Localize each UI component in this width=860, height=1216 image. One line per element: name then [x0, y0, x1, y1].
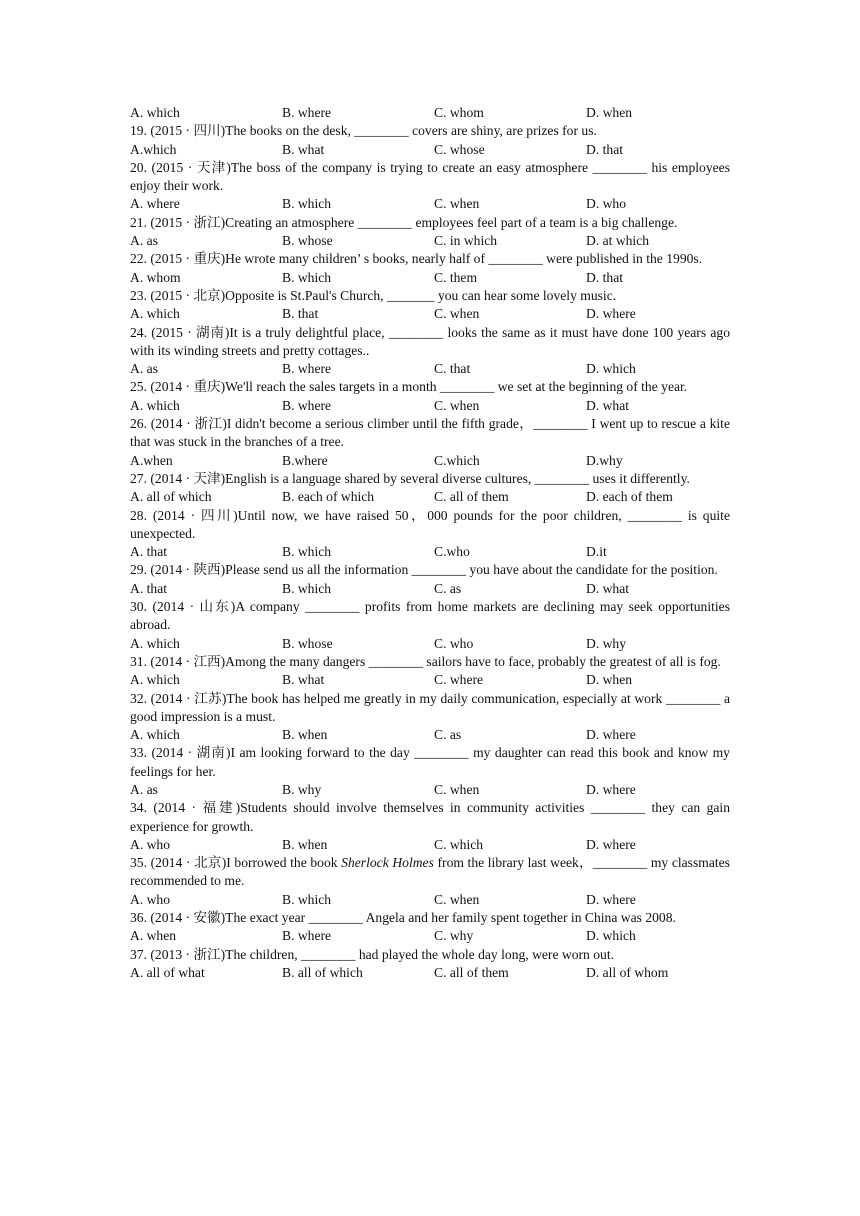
option-c: C. which: [434, 836, 484, 852]
options-row: [130, 397, 730, 415]
question-item: [130, 250, 730, 287]
question-source: (2014 · 山东): [152, 599, 236, 615]
question-number: 29.: [130, 562, 147, 578]
question-source: (2013 · 浙江): [150, 946, 226, 962]
question-source: (2014 · 安徽): [150, 910, 226, 926]
option-b: B. which: [282, 544, 332, 560]
option-d: D. why: [586, 635, 627, 651]
option-c: C.which: [434, 452, 480, 468]
option-b: B. which: [282, 269, 332, 285]
question-item: [130, 159, 730, 214]
options-row: [130, 488, 730, 506]
question-item: [130, 946, 730, 983]
question-text: I borrowed the book: [226, 855, 342, 871]
question-text: Creating an atmosphere ________ employees feel part of a team is a big challenge.: [225, 214, 678, 230]
question-text: Among the many dangers ________ sailors have to face, probably the greatest of all is fog.: [225, 653, 721, 669]
option-d: D. where: [586, 836, 636, 852]
question-number: 35.: [130, 855, 147, 871]
question-number: 37.: [130, 946, 147, 962]
question-item: [130, 909, 730, 946]
options-row: [130, 305, 730, 323]
option-b: B. when: [282, 836, 328, 852]
question-item: [130, 598, 730, 653]
question-text-continued: from the library last week，________ my classmates recommended to me.: [130, 855, 730, 889]
question-number: 21.: [130, 214, 147, 230]
option-a: A. as: [130, 781, 158, 797]
question-number: 28.: [130, 507, 147, 523]
question-source: (2014 · 陕西): [150, 562, 226, 578]
question-item: [130, 324, 730, 379]
option-b: B. why: [282, 781, 322, 797]
option-a: A. that: [130, 544, 167, 560]
option-a: A. all of what: [130, 964, 205, 980]
options-row: [130, 452, 730, 470]
option-d: D. which: [586, 361, 636, 377]
option-c: C. them: [434, 269, 478, 285]
question-text: English is a language shared by several diverse cultures, ________ uses it differently.: [225, 470, 690, 486]
option-a: A. which: [130, 397, 180, 413]
question-number: 23.: [130, 287, 147, 303]
question-source: (2014 · 天津): [150, 470, 226, 486]
option-c: C. whose: [434, 141, 485, 157]
question-stem: [130, 324, 730, 361]
option-a: A. which: [130, 105, 180, 120]
question-stem: [130, 507, 730, 544]
option-d: D. what: [586, 397, 630, 413]
question-list: [130, 122, 730, 982]
question-stem: [130, 561, 730, 579]
option-a: A. which: [130, 306, 180, 322]
option-d: D. all of whom: [586, 964, 669, 980]
question-text: He wrote many children’ s books, nearly half of ________ were published in the 1990s.: [225, 251, 703, 267]
options-row: [130, 543, 730, 561]
question-text: It is a truly delightful place, ________ looks the same as it must have done 100 years ago with its winding streets and pretty cottages..: [130, 324, 730, 358]
question-stem: [130, 854, 730, 891]
option-b: B. whose: [282, 635, 333, 651]
question-text: Please send us all the information ________ you have about the candidate for the position.: [225, 562, 718, 578]
question-number: 32.: [130, 690, 147, 706]
question-text: Opposite is St.Paul's Church, _______ you can hear some lovely music.: [225, 287, 617, 303]
question-text: I didn't become a serious climber until the fifth grade，________ I went up to rescue a kite that was stuck in the branches of a tree.: [130, 416, 730, 450]
question-number: 31.: [130, 653, 147, 669]
question-source: (2014 · 福建): [153, 800, 241, 816]
question-source: (2014 · 江西): [150, 653, 226, 669]
option-d: D. when: [586, 105, 633, 120]
option-a: A. whom: [130, 269, 181, 285]
option-a: A. as: [130, 361, 158, 377]
question-text: I am looking forward to the day ________ my daughter can read this book and know my feelings for her.: [130, 745, 730, 779]
option-b: B. that: [282, 306, 319, 322]
option-d: D. where: [586, 891, 636, 907]
option-a: A. which: [130, 635, 180, 651]
question-source: (2015 · 天津): [151, 159, 231, 175]
question-item: [130, 415, 730, 470]
option-d: D.why: [586, 452, 623, 468]
question-number: 25.: [130, 379, 147, 395]
question-text: A company ________ profits from home markets are declining may seek opportunities abroad.: [130, 599, 730, 633]
book-title: Sherlock Holmes: [341, 855, 434, 871]
option-a: A. which: [130, 727, 180, 743]
question-stem: [130, 122, 730, 140]
options-row: [130, 195, 730, 213]
option-c: C. when: [434, 196, 480, 212]
options-row: [130, 891, 730, 909]
question-stem: [130, 159, 730, 196]
question-item: [130, 744, 730, 799]
option-c: C. all of them: [434, 964, 509, 980]
question-item: [130, 690, 730, 745]
option-b: B. when: [282, 727, 328, 743]
question-source: (2014 · 江苏): [150, 690, 227, 706]
question-stem: [130, 909, 730, 927]
question-number: 24.: [130, 324, 147, 340]
question-item: [130, 799, 730, 854]
option-c: C. when: [434, 891, 480, 907]
question-item: [130, 378, 730, 415]
question-source: (2015 · 北京): [150, 287, 226, 303]
question-number: 30.: [130, 599, 147, 615]
question-item: [130, 653, 730, 690]
option-b: B. whose: [282, 233, 333, 249]
question-item: [130, 214, 730, 251]
options-row: [130, 671, 730, 689]
option-d: D. each of them: [586, 489, 673, 505]
question-source: (2015 · 四川): [150, 123, 226, 139]
option-a: A. who: [130, 836, 171, 852]
question-text: Students should involve themselves in community activities ________ they can gain experience for growth.: [130, 800, 730, 834]
option-c: C. when: [434, 397, 480, 413]
question-stem: [130, 946, 730, 964]
option-c: C. whom: [434, 105, 484, 120]
question-source: (2015 · 重庆): [150, 251, 226, 267]
options-row: [130, 781, 730, 799]
options-row: [130, 927, 730, 945]
question-source: (2014 · 浙江): [150, 416, 227, 432]
option-a: A. where: [130, 196, 180, 212]
question-item: [130, 122, 730, 159]
option-b: B. what: [282, 141, 325, 157]
option-a: A. which: [130, 672, 180, 688]
options-row-18: [130, 104, 730, 122]
document-body: [130, 104, 730, 982]
option-c: C. why: [434, 928, 474, 944]
option-d: D. that: [586, 141, 623, 157]
option-a: A. when: [130, 928, 177, 944]
option-b: B. all of which: [282, 964, 363, 980]
option-b: B. where: [282, 105, 332, 120]
question-text: The exact year ________ Angela and her family spent together in China was 2008.: [225, 910, 676, 926]
question-number: 22.: [130, 251, 147, 267]
question-source: (2014 · 重庆): [150, 379, 226, 395]
question-item: [130, 854, 730, 909]
question-stem: [130, 598, 730, 635]
option-d: D. when: [586, 672, 633, 688]
options-row: [130, 635, 730, 653]
option-d: D. that: [586, 269, 623, 285]
question-number: 36.: [130, 910, 147, 926]
option-b: B. where: [282, 397, 332, 413]
options-row: [130, 232, 730, 250]
option-b: B.where: [282, 452, 328, 468]
option-d: D. at which: [586, 233, 650, 249]
options-row: [130, 269, 730, 287]
option-c: C. that: [434, 361, 471, 377]
question-text: The children, ________ had played the whole day long, were worn out.: [225, 946, 615, 962]
option-c: C. as: [434, 727, 462, 743]
question-text: The boss of the company is trying to create an easy atmosphere ________ his employees enjoy their work.: [130, 159, 730, 194]
option-a: A.which: [130, 141, 177, 157]
option-a: A. all of which: [130, 489, 212, 505]
question-stem: [130, 214, 730, 232]
question-source: (2014 · 北京): [150, 855, 227, 871]
question-text: The books on the desk, ________ covers are shiny, are prizes for us.: [225, 123, 597, 139]
question-stem: [130, 250, 730, 268]
option-c: C. as: [434, 580, 462, 596]
question-number: 34.: [130, 800, 147, 816]
question-stem: [130, 799, 730, 836]
option-d: D. where: [586, 727, 636, 743]
question-source: (2015 · 浙江): [150, 214, 226, 230]
option-d: D. where: [586, 781, 636, 797]
question-text: We'll reach the sales targets in a month ________ we set at the beginning of the year.: [225, 379, 688, 395]
question-stem: [130, 470, 730, 488]
options-row: [130, 836, 730, 854]
question-source: (2015 · 湖南): [151, 324, 230, 340]
option-a: A.when: [130, 452, 173, 468]
question-number: 26.: [130, 416, 147, 432]
option-b: B. which: [282, 196, 332, 212]
option-b: B. where: [282, 361, 332, 377]
option-c: C. in which: [434, 233, 498, 249]
options-row: [130, 964, 730, 982]
option-d: D. what: [586, 580, 630, 596]
question-number: 27.: [130, 470, 147, 486]
option-a: A. as: [130, 233, 158, 249]
question-item: [130, 287, 730, 324]
option-a: A. who: [130, 891, 171, 907]
options-row: [130, 726, 730, 744]
option-d: D. which: [586, 928, 636, 944]
question-number: 20.: [130, 159, 147, 175]
option-b: B. which: [282, 891, 332, 907]
question-stem: [130, 287, 730, 305]
option-b: B. where: [282, 928, 332, 944]
question-stem: [130, 744, 730, 781]
option-c: C. who: [434, 635, 474, 651]
question-number: 19.: [130, 123, 147, 139]
option-c: C.who: [434, 544, 470, 560]
options-row: [130, 360, 730, 378]
option-a: A. that: [130, 580, 167, 596]
options-row: [130, 580, 730, 598]
question-item: [130, 561, 730, 598]
question-text: Until now, we have raised 50，000 pounds for the poor children, ________ is quite unexpected.: [130, 507, 730, 541]
question-source: (2014 · 湖南): [151, 745, 231, 761]
option-b: B. what: [282, 672, 325, 688]
question-source: (2014 · 四川): [152, 507, 238, 523]
question-item: [130, 507, 730, 562]
option-c: C. when: [434, 781, 480, 797]
option-c: C. all of them: [434, 489, 509, 505]
options-row: [130, 141, 730, 159]
option-d: D. who: [586, 196, 627, 212]
option-d: D.it: [586, 544, 607, 560]
question-stem: [130, 690, 730, 727]
option-c: C. when: [434, 306, 480, 322]
option-d: D. where: [586, 306, 636, 322]
option-c: C. where: [434, 672, 484, 688]
question-item: [130, 470, 730, 507]
option-b: B. each of which: [282, 489, 375, 505]
question-stem: [130, 653, 730, 671]
question-text: The book has helped me greatly in my daily communication, especially at work ________ a good impression is a must.: [130, 690, 730, 724]
question-number: 33.: [130, 745, 147, 761]
option-b: B. which: [282, 580, 332, 596]
question-stem: [130, 415, 730, 452]
question-stem: [130, 378, 730, 396]
